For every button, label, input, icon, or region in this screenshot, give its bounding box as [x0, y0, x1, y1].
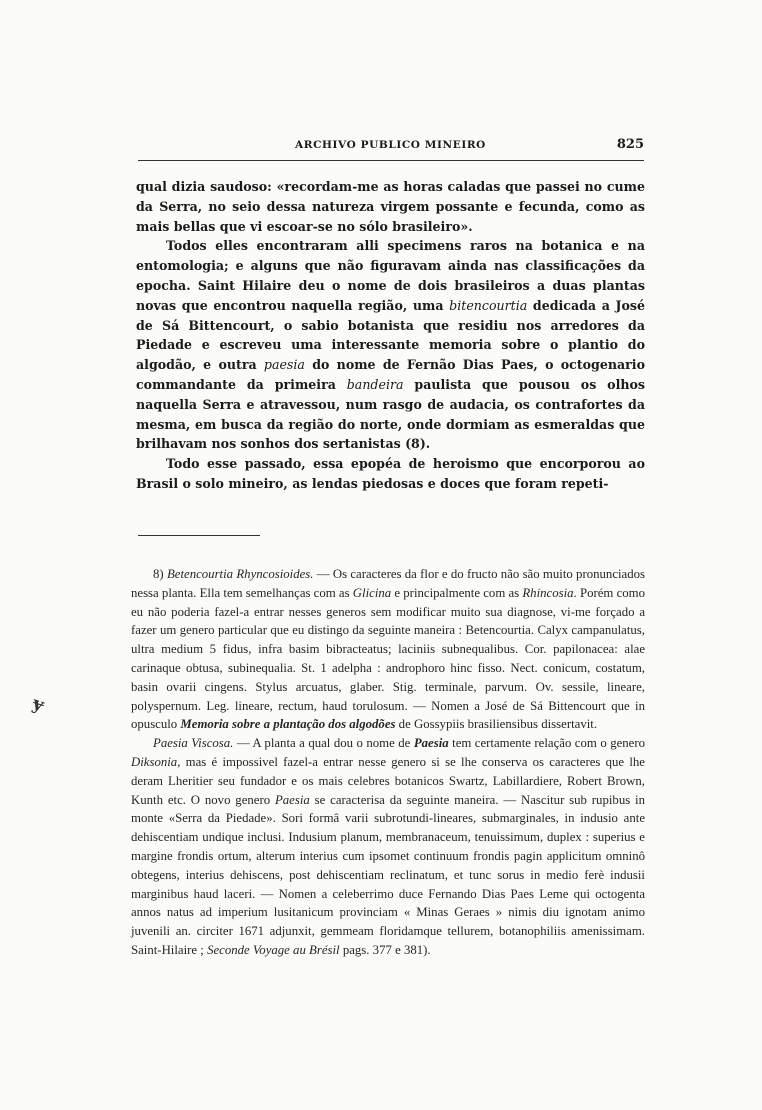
- footnote-8: [131, 565, 645, 734]
- footnote-paesia-text-c: , mas é impossivel fazel-a entrar nesse genero si se lhe conserva os caracteres que lhe deram Lheritier seu fundador e os mais celebres botanicos Swartz, Labillardiere, Robert Brown, Kunth etc. O novo genero: [131, 754, 645, 807]
- footnote-8-text-c: . Porém como eu não poderia fazel-a entrar nesses generos sem modificar muito sua diagnose, vi-me forçado a fazer um genero particular que eu distingo da seguinte maneira : Betencourtia. Calyx campanulatus, ultra medium 5 fidus, infra basim bibracteatus; laciniis subnequalibus. Cor. papilonacea: alae carinaque obtusa, subinequalia. St. 1 adelpha : androphoro hinc fisso. Nect. conicum, costatum, basin ovarii cingens. Stylus arcuatus, glaber. Stig. terminale, parvum. Ov. sessile, lineare, polyspernum. Leg. lineare, rectum, haud torulosum. — Nomen a José de Sá Bittencourt que in opusculo: [131, 585, 646, 732]
- footnote-8-italic-2: Glicina: [352, 585, 392, 600]
- paragraph-2-italic-2: paesia: [263, 357, 305, 373]
- paragraph-2-italic-3: bandeira: [346, 376, 404, 392]
- footnote-8-text-d: de Gossypiis brasiliensibus dissertavit.: [395, 717, 598, 732]
- header-rule: [138, 160, 644, 161]
- paragraph-2-italic-1: bitencourtia: [449, 297, 528, 313]
- footnote-marker: 8): [153, 567, 164, 581]
- paragraph-2-text-a: Todos elles encontraram alli specimens raros na botanica e na entomologia; e alguns que não figuravam ainda nas classificações da epocha. Saint Hilaire deu o nome de dois brasileiros a duas plantas novas que encontrou naquella região, uma: [136, 238, 645, 313]
- paragraph-2-text-b: dedicada a José de Sá Bittencourt, o sabio botanista que residiu nos arredores da Piedade e escreveu uma interessante memoria sobre o plantio do algodão, e outra: [136, 297, 645, 373]
- footnote-paesia-text-a: — A planta a qual dou o nome de: [233, 736, 414, 751]
- paragraph-3: Todo esse passado, essa epopéa de heroismo que encorporou ao Brasil o solo mineiro, as lendas piedosas e doces que foram repeti-: [136, 456, 645, 491]
- main-text: [136, 177, 645, 494]
- footnote-8-italic-1: Betencourtia Rhyncosioides.: [166, 567, 314, 581]
- footnote-paesia-text-e: pags. 377 e 381).: [339, 942, 431, 957]
- footnote-paesia-text-d: se caracterisa da seguinte maneira. — Nascitur sub rupibus in monte «Serra da Piedade». Sori formâ varii subrotundi-lineares, submarginales, in indusio ante dehiscentiam undique inclusi. Indusium planum, membranaceum, tenuissimum, duplex : superius e margine frondis ortum, alterum interius cum ipsomet continuum frondis pagin applicitum omninô obtegens, interius dehiscens, post dehiscentiam reclinatum, et tunc sorus in medio ferè indusii marginibus haud laceri. — Nomen a celeberrimo duce Fernando Dias Paes Leme qui octogenta annos natus ad imperium lusitanicum provinciam « Minas Geraes » nimis diu ignotam animo juvenili an. circiter 1671 adjunxit, gemmeam floridamque tellurem, botanophiliis amenissimam. Saint-Hilaire ;: [131, 792, 645, 957]
- footnote-8-text-b: e principalmente com as: [391, 585, 523, 600]
- footnote-paesia-italic-4: Paesia: [274, 792, 310, 807]
- paragraph-2: [136, 236, 645, 454]
- footnotes: [131, 565, 645, 960]
- footnote-paesia-italic-2: Paesia: [413, 736, 449, 751]
- paragraph-2-text-c: do nome de Fernão Dias Paes, o octogenario commandante da primeira: [136, 357, 645, 392]
- paragraph-2-text-d: paulista que pousou os olhos naquella Serra e atravessou, num rasgo de audacia, os contrafortes da mesma, em busca da região do norte, onde dormiam as esmeraldas que brilhavam nos sonhos dos sertanistas (8).: [136, 376, 645, 452]
- margin-mark: ɏ: [30, 692, 47, 717]
- footnote-rule: [138, 535, 260, 536]
- footnote-paesia-italic-5: Seconde Voyage au Brésil: [207, 942, 340, 957]
- footnote-8-italic-3: Rhincosia: [522, 585, 574, 600]
- page-number: 825: [616, 137, 644, 152]
- footnote-paesia: [131, 734, 645, 960]
- paragraph-1: qual dizia saudoso: «recordam-me as horas caladas que passei no cume da Serra, no seio dessa natureza virgem possante e fecunda, como as mais bellas que vi escoar-se no sólo brasileiro».: [136, 179, 645, 234]
- footnote-8-italic-4: Memoria sobre a plantação dos algodões: [180, 717, 396, 732]
- footnote-8-text-a: — Os caracteres da flor e do fructo não são muito pronunciados nessa planta. Ella tem semelhanças com as: [131, 567, 646, 600]
- running-header: [138, 137, 644, 159]
- footnote-paesia-italic-1: Paesia Viscosa.: [153, 736, 234, 751]
- footnote-paesia-italic-3: Diksonia: [131, 754, 178, 769]
- header-title: ARCHIVO PUBLICO MINEIRO: [295, 139, 486, 151]
- footnote-paesia-text-b: tem certamente relação com o genero: [448, 736, 646, 751]
